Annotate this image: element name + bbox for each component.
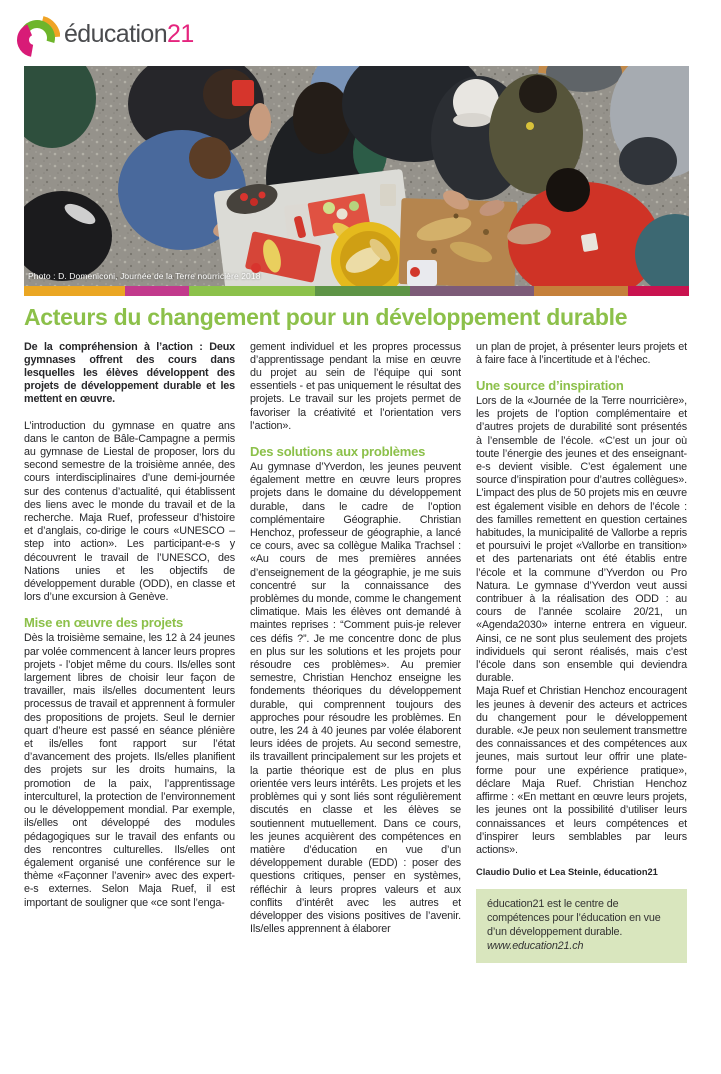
color-stripe-segment xyxy=(410,286,534,296)
education21-logo-mark xyxy=(13,10,60,58)
education21-logo xyxy=(13,10,721,58)
paragraph: Au gymnase d’Yverdon, les jeunes peuvent également mettre en œuvre leurs propres projets dans le domaine du développement durable, dans le cadre de l’option complémentaire Géographie. Christian Henchoz, professeur de géographie, a lancé ce cours, avec sa collègue Malika Trachsel : «Au cours de mes premières années d’enseignement de la géographie, je me suis concentré sur la connaissance des problèmes du monde, comme le changement climatique. Mais les élèves ont demandé à maintes reprises : “Comment puis-je relever ces défis ?”. Je me concentre donc de plus en plus sur les solutions et les projets pour résoudre ces problèmes». Au premier semestre, Christian Henchoz enseigne les fondements théoriques du développement durable, qui comprennent toujours des approches pour résoudre les problèmes. En outre, les 24 à 40 jeunes par volée élaborent leurs idées de projets. Au second semestre, ils travaillent principalement sur les projets et la partie théorique est de plus en plus orientée vers leurs intérêts. Les projets et les problèmes qui y sont liés sont régulièrement discutés en classe et les élèves se soutiennent mutuellement. Dans ce cours, les jeunes acquièrent des compétences en matière d’éducation en vue d’un développement durable (EDD) : poser des questions critiques, penser en systèmes, réfléchir à leurs propres valeurs et aux conflits d’intérêt avec les autres et développer des visions positives de l’avenir. Ils/elles apprennent à élaborer xyxy=(250,461,461,936)
paragraph: Dès la troisième semaine, les 12 à 24 jeunes par volée commencent à lancer leurs propres projets - l’objet même du cours. Ils/elles sont largement libres de choisir leur façon de travailler, mais ils/elles documentent leurs processus de travail et apprennent à formuler des propositions de projets. Seul le dernier quart d’heure est passé en séance plénière et ils/elles font rapport sur l’état d’avancement des projets. Ils/elles planifient des projets sur les droits humains, la promotion de la paix, l’apprentissage interculturel, la protection de l’environnement ou le développement mondial. Par exemple, ils/elles ont développé des modules pédagogiques sur le travail des enfants ou des rencontres culturelles. Ils/elles ont également organisé une conférence sur le thème «Façonner l’avenir» avec des expert-e-s externes. Selon Maja Ruef, il est important de souligner que «ce sont l’enga- xyxy=(24,632,235,909)
color-stripe-segment xyxy=(125,286,189,296)
infobox-link[interactable]: www.education21.ch xyxy=(487,939,584,952)
column-3 xyxy=(476,341,687,963)
color-stripe-segment xyxy=(628,286,689,296)
section-heading-mise-en-oeuvre: Mise en œuvre des projets xyxy=(24,615,183,631)
column-2 xyxy=(250,341,461,937)
paragraph: un plan de projet, à présenter leurs projets et à faire face à l’incertitude et à l’échec. xyxy=(476,340,687,366)
section-heading-inspiration: Une source d’inspiration xyxy=(476,378,624,393)
article-body xyxy=(24,341,689,963)
education21-wordmark xyxy=(64,19,194,48)
column-1 xyxy=(24,341,235,910)
logo-text: éducation xyxy=(64,19,168,48)
paragraph: Lors de la «Journée de la Terre nourricière», les projets de l’option complémentaire et d’autres projets de durabilité sont présentés à l’ensemble de l’école. «C’est un jour où toute l’énergie des jeunes et des enseignant-e-s devient visible. C’est également une source d’inspiration pour d’autres collègues». L’impact des plus de 50 projets mis en œuvre est également visible en dehors de l’école : des familles remettent en question certaines habitudes, la municipalité de Vallorbe a repris et poursuivi le projet «Vallorbe en transition» et des partenariats ont été établis entre l’école et la commune d’Yverdon ou Pro Natura. Le gymnase d’Yverdon veut aussi contribuer à la réalisation des ODD : au cours de l’année scolaire 20/21, un «Agenda2030» interne entrera en vigueur. Ainsi, ce ne sont plus seulement des projets individuels qui seront réalisés, mais c’est l’école dans son ensemble qui deviendra durable. xyxy=(476,395,687,685)
article-lead: De la compréhension à l’action : Deux gymnases offrent des cours dans lesquelles les élèves développent des projets de développement durable et les mettent en œuvre. xyxy=(24,340,235,406)
paragraph: gement individuel et les propres processus d’apprentissage pendant la mise en œuvre du projet au sein de l’équipe qui sont essentiels - et pas uniquement le résultat des projets. Le travail sur les projets permet de favoriser la créativité et l’orientation vers l’action». xyxy=(250,340,461,432)
article-title: Acteurs du changement pour un développement durable xyxy=(24,304,628,330)
photo-caption: Photo : D. Domeniconi, Journée de la Terre nourricière 2018 xyxy=(28,271,261,281)
color-stripe xyxy=(24,286,689,296)
logo-text-21: 21 xyxy=(167,19,194,48)
paragraph: Maja Ruef et Christian Henchoz encouragent les jeunes à devenir des acteurs et actrices du changement pour le développement durable. «Je peux non seulement transmettre des connaissances et des compétences aux jeunes, mais surtout leur offrir une plate-forme pour une expérience pratique», déclare Maja Ruef. Christian Henchoz affirme : «En mettant en œuvre leurs projets, les jeunes ont la possibilité d’utiliser leurs connaissances et leurs compétences et d’inspirer leurs semblables par leurs actions». xyxy=(476,685,687,856)
color-stripe-segment xyxy=(315,286,410,296)
infobox xyxy=(476,889,687,962)
article-photo-illustration xyxy=(24,66,689,286)
color-stripe-segment xyxy=(24,286,125,296)
article-photo xyxy=(24,66,689,286)
section-heading-solutions: Des solutions aux problèmes xyxy=(250,444,426,460)
byline: Claudio Dulio et Lea Steinle, éducation21 xyxy=(476,867,658,878)
color-stripe-segment xyxy=(534,286,628,296)
infobox-text: éducation21 est le centre de compétences pour l’éducation en vue d’un développement durable. xyxy=(487,898,661,938)
paragraph: L’introduction du gymnase en quatre ans dans le canton de Bâle-Campagne a permis au gymnase de Liestal de proposer, lors du second semestre de la troisième année, des cours interdisciplinaires d’une demi-journée sur des contenus d’actualité, qui établissent des liens avec le monde du travail et de la recherche. Maja Ruef, professeur d’histoire et d’anglais, co-dirige le cours «UNESCO – step into action». Les participant-e-s y découvrent le travail de l’UNESCO, des Nations unies et les objectifs de développement durable (ODD), en classe et lors d’une excursion à Genève. xyxy=(24,419,235,604)
color-stripe-segment xyxy=(189,286,315,296)
